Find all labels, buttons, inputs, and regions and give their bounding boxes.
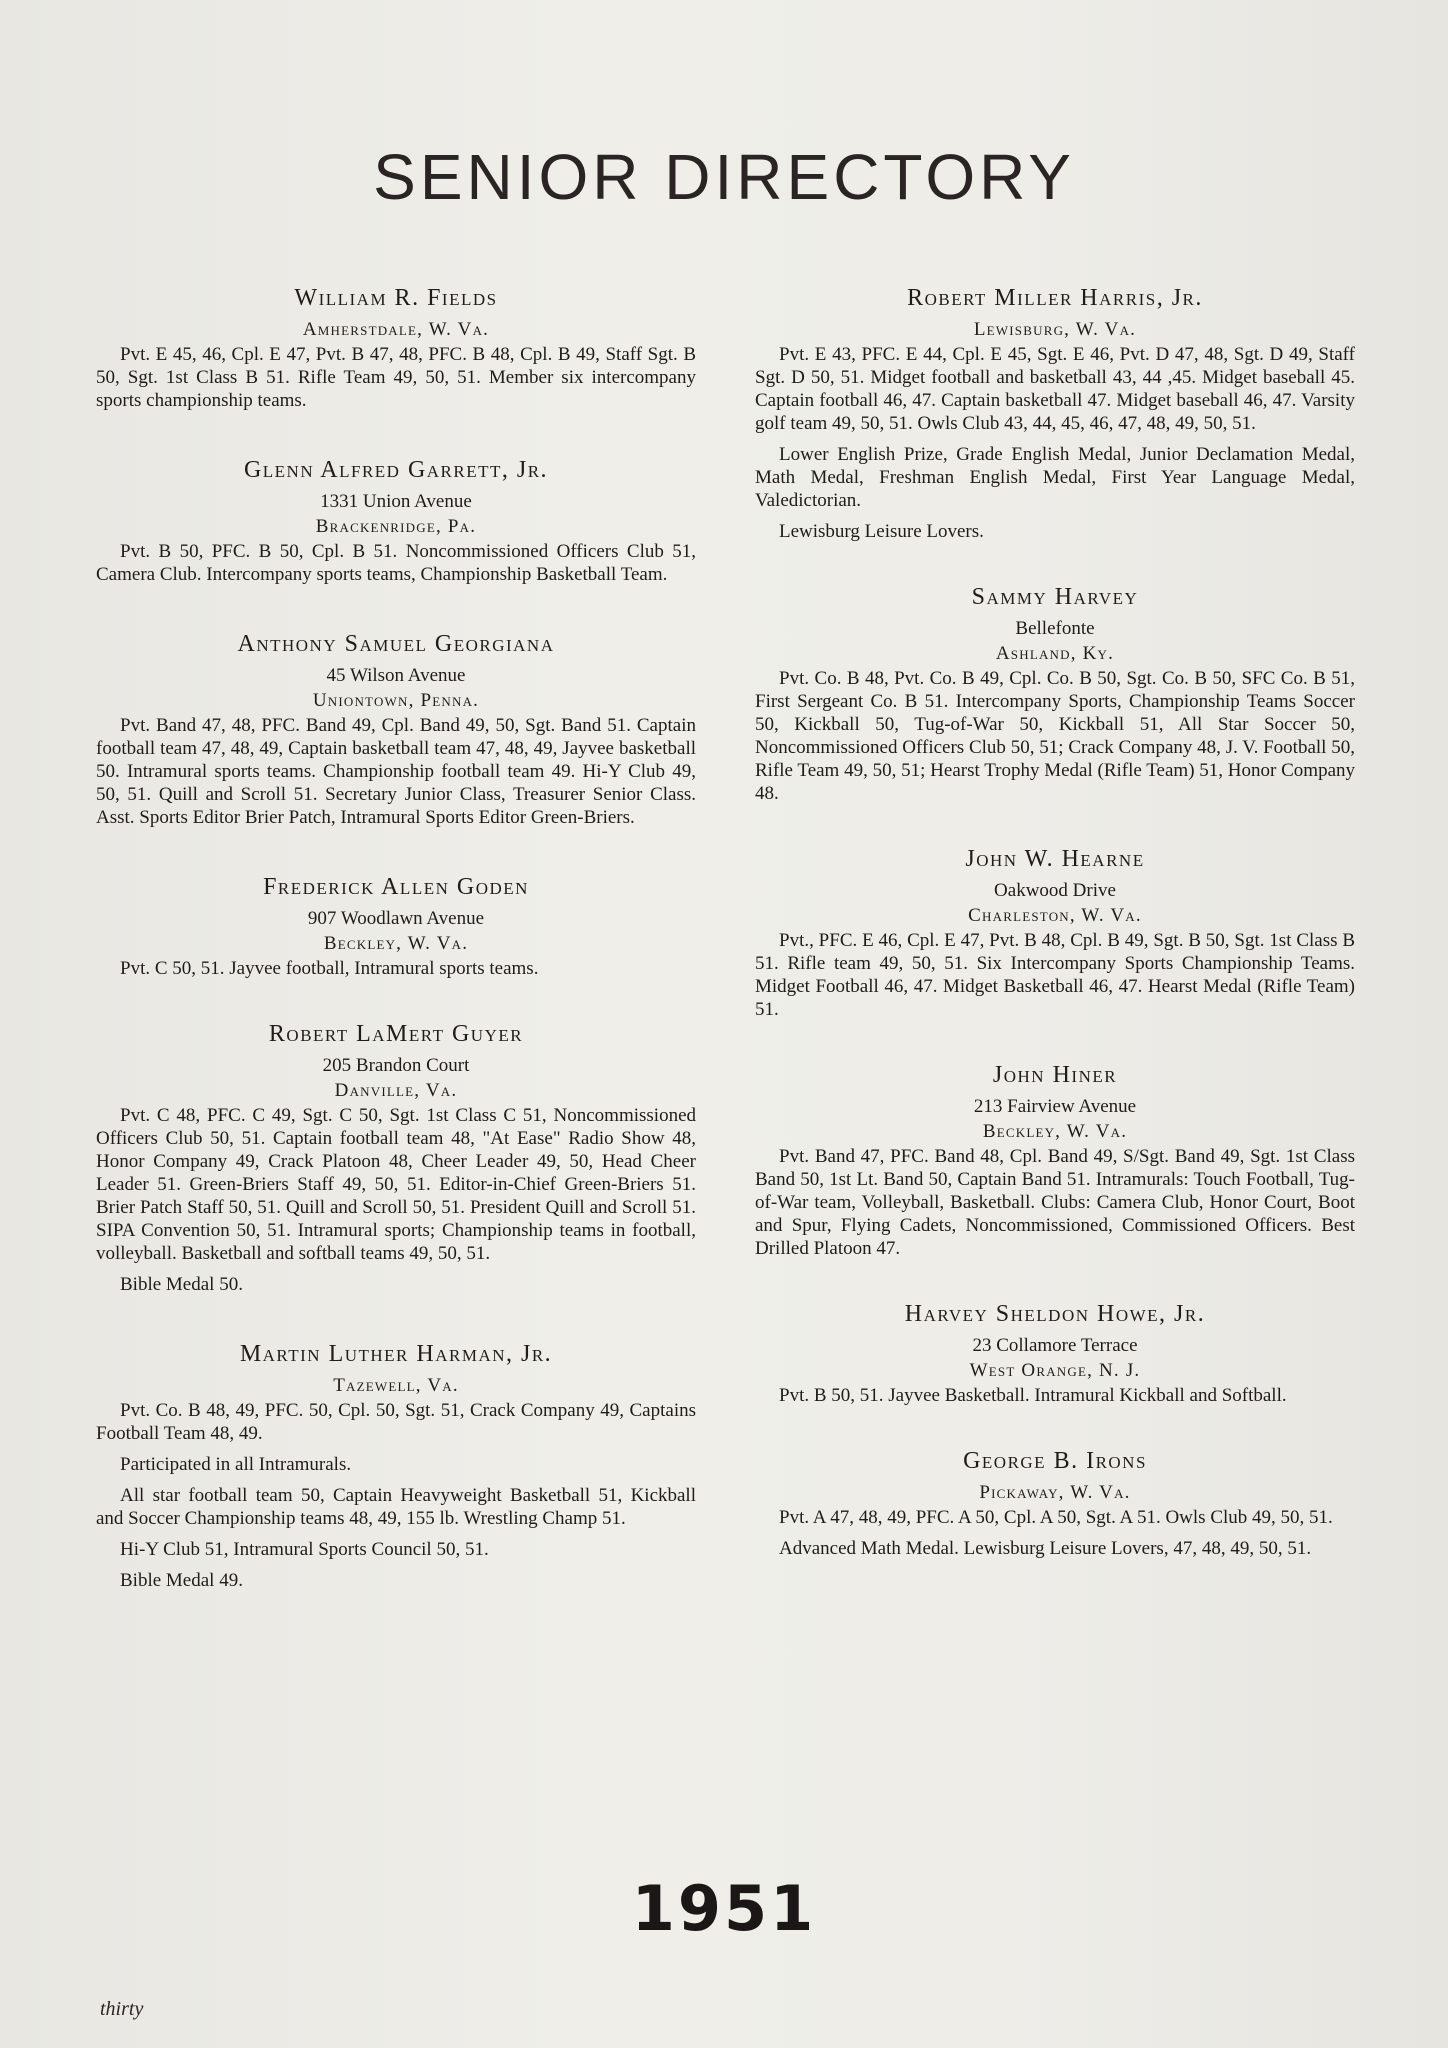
senior-hometown: Ashland, Ky. (995, 643, 1115, 664)
senior-activities: Pvt. A 47, 48, 49, PFC. A 50, Cpl. A 50, Sgt. A 51. Owls Club 49, 50, 51. (779, 1507, 1333, 1528)
senior-awards: Lower English Prize, Grade English Medal, Junior Declamation Medal, Math Medal, Freshman English Medal, First Year Language Medal, Valedictorian. (755, 444, 1355, 511)
senior-name: Frederick Allen Goden (263, 874, 529, 900)
left-column (96, 284, 696, 1600)
senior-address: 45 Wilson Avenue (326, 665, 466, 686)
senior-name: Glenn Alfred Garrett, Jr. (243, 457, 549, 483)
senior-hometown: West Orange, N. J. (969, 1360, 1141, 1381)
senior-entry (755, 1061, 1355, 1260)
senior-awards: Bible Medal 49. (120, 1570, 243, 1591)
senior-activities: Pvt. E 43, PFC. E 44, Cpl. E 45, Sgt. E 46, Pvt. D 47, 48, Sgt. D 49, Staff Sgt. D 50, 51. Midget football and basketball 43, 44 ,45. Midget baseball 45. Captain football 46, 47. Captain basketball 47. Midget baseball 46, 47. Varsity golf team 49, 50, 51. Owls Club 43, 44, 45, 46, 47, 48, 49, 50, 51. (755, 344, 1355, 434)
senior-activities: Hi-Y Club 51, Intramural Sports Council 50, 51. (120, 1539, 489, 1560)
senior-activities: Pvt. B 50, PFC. B 50, Cpl. B 51. Noncommissioned Officers Club 51, Camera Club. Intercompany sports teams, Championship Basketball Team. (96, 541, 696, 585)
senior-address: 213 Fairview Avenue (973, 1096, 1137, 1117)
senior-entry (96, 284, 696, 412)
senior-entry (96, 456, 696, 586)
senior-entry (755, 1447, 1355, 1560)
senior-address: 23 Collamore Terrace (972, 1335, 1138, 1356)
senior-hometown: Lewisburg, W. Va. (973, 319, 1137, 340)
senior-name: Robert Miller Harris, Jr. (907, 285, 1203, 311)
class-year: 1951 (631, 1872, 817, 1945)
senior-activities: Pvt. Co. B 48, Pvt. Co. B 49, Cpl. Co. B 50, Sgt. Co. B 50, SFC Co. B 51, First Sergeant Co. B 51. Intercompany Sports, Championship Teams Soccer 50, Kickball 50, Tug-of-War 50, Kickball 51, All Star Soccer 50, Noncommissioned Officers Club 50, 51; Crack Company 48, J. V. Football 50, Rifle Team 49, 50, 51; Hearst Trophy Medal (Rifle Team) 51, Honor Company 48. (755, 668, 1355, 804)
senior-activities: Lewisburg Leisure Lovers. (779, 521, 984, 542)
senior-entry (755, 1300, 1355, 1407)
senior-activities: Pvt. E 45, 46, Cpl. E 47, Pvt. B 47, 48, PFC. B 48, Cpl. B 49, Staff Sgt. B 50, Sgt. 1st Class B 51. Rifle Team 49, 50, 51. Member six intercompany sports championship teams. (96, 344, 696, 411)
senior-address: 1331 Union Avenue (320, 491, 472, 512)
senior-name: Sammy Harvey (971, 584, 1139, 610)
senior-name: William R. Fields (294, 285, 498, 311)
senior-activities: Pvt. Co. B 48, 49, PFC. 50, Cpl. 50, Sgt. 51, Crack Company 49, Captains Football Team 48, 49. (96, 1400, 696, 1444)
senior-activities: All star football team 50, Captain Heavyweight Basketball 51, Kickball and Soccer Championship teams 48, 49, 155 lb. Wrestling Champ 51. (96, 1485, 696, 1529)
senior-activities: Pvt. Band 47, 48, PFC. Band 49, Cpl. Band 49, 50, Sgt. Band 51. Captain football team 47, 48, 49, Captain basketball team 47, 48, 49, Jayvee basketball 50. Intramural sports teams. Championship football team 49. Hi-Y Club 49, 50, 51. Quill and Scroll 51. Secretary Junior Class, Treasurer Senior Class. Asst. Sports Editor Brier Patch, Intramural Sports Editor Green-Briers. (96, 715, 696, 828)
right-column (755, 284, 1355, 1568)
senior-hometown: Pickaway, W. Va. (979, 1482, 1131, 1503)
senior-hometown: Brackenridge, Pa. (315, 516, 477, 537)
senior-name: Harvey Sheldon Howe, Jr. (904, 1301, 1206, 1327)
senior-activities: Pvt. C 48, PFC. C 49, Sgt. C 50, Sgt. 1st Class C 51, Noncommissioned Officers Club 50, 51. Captain football team 48, "At Ease" Radio Show 48, Honor Company 49, Crack Platoon 48, Cheer Leader 49, 50, Head Cheer Leader 51. Green-Briers Staff 49, 50, 51. Editor-in-Chief Green-Briers 51. Brier Patch Staff 50, 51. Quill and Scroll 50, 51. President Quill and Scroll 51. SIPA Convention 50, 51. Intramural sports; Championship teams in football, volleyball. Basketball and softball teams 49, 50, 51. (96, 1105, 696, 1264)
senior-address: Bellefonte (1015, 618, 1095, 639)
senior-entry (755, 845, 1355, 1021)
senior-hometown: Amherstdale, W. Va. (302, 319, 490, 340)
senior-activities: Pvt. Band 47, PFC. Band 48, Cpl. Band 49, S/Sgt. Band 49, Sgt. 1st Class Band 50, 1st Lt. Band 50, Captain Band 51. Intramurals: Touch Football, Tug-of-War team, Volleyball, Basketball. Clubs: Camera Club, Honor Court, Boot and Spur, Flying Cadets, Noncommissioned, Commissioned Officers. Best Drilled Platoon 47. (755, 1146, 1355, 1259)
senior-hometown: Danville, Va. (334, 1080, 458, 1101)
senior-hometown: Uniontown, Penna. (312, 690, 480, 711)
senior-hometown: Charleston, W. Va. (968, 905, 1142, 926)
page-title: SENIOR DIRECTORY (373, 141, 1075, 213)
senior-name: John Hiner (992, 1062, 1118, 1088)
senior-entry (96, 1340, 696, 1592)
senior-hometown: Beckley, W. Va. (323, 933, 469, 954)
senior-name: Martin Luther Harman, Jr. (239, 1341, 553, 1367)
senior-name: Robert LaMert Guyer (268, 1021, 524, 1047)
senior-address: 205 Brandon Court (322, 1055, 470, 1076)
senior-activities: Participated in all Intramurals. (120, 1454, 352, 1475)
page-number: thirty (100, 1998, 144, 2020)
senior-entry (96, 1020, 696, 1296)
senior-hometown: Tazewell, Va. (333, 1375, 459, 1396)
senior-activities: Pvt., PFC. E 46, Cpl. E 47, Pvt. B 48, Cpl. B 49, Sgt. B 50, Sgt. 1st Class B 51. Rifle team 49, 50, 51. Six Intercompany Sports Championship Teams. Midget Football 46, 47. Midget Basketball 46, 47. Hearst Medal (Rifle Team) 51. (755, 930, 1355, 1020)
senior-address: 907 Woodlawn Avenue (307, 908, 485, 929)
senior-activities: Pvt. B 50, 51. Jayvee Basketball. Intramural Kickball and Softball. (779, 1385, 1287, 1406)
senior-address: Oakwood Drive (994, 880, 1116, 901)
senior-awards: Advanced Math Medal. Lewisburg Leisure Lovers, 47, 48, 49, 50, 51. (779, 1538, 1312, 1559)
senior-entry (755, 583, 1355, 805)
senior-entry (96, 630, 696, 829)
senior-awards: Bible Medal 50. (120, 1274, 243, 1295)
senior-name: John W. Hearne (965, 846, 1145, 872)
senior-hometown: Beckley, W. Va. (982, 1121, 1128, 1142)
senior-entry (96, 873, 696, 980)
senior-name: Anthony Samuel Georgiana (237, 631, 555, 657)
senior-name: George B. Irons (963, 1448, 1147, 1474)
senior-entry (755, 284, 1355, 543)
senior-activities: Pvt. C 50, 51. Jayvee football, Intramural sports teams. (120, 958, 539, 979)
